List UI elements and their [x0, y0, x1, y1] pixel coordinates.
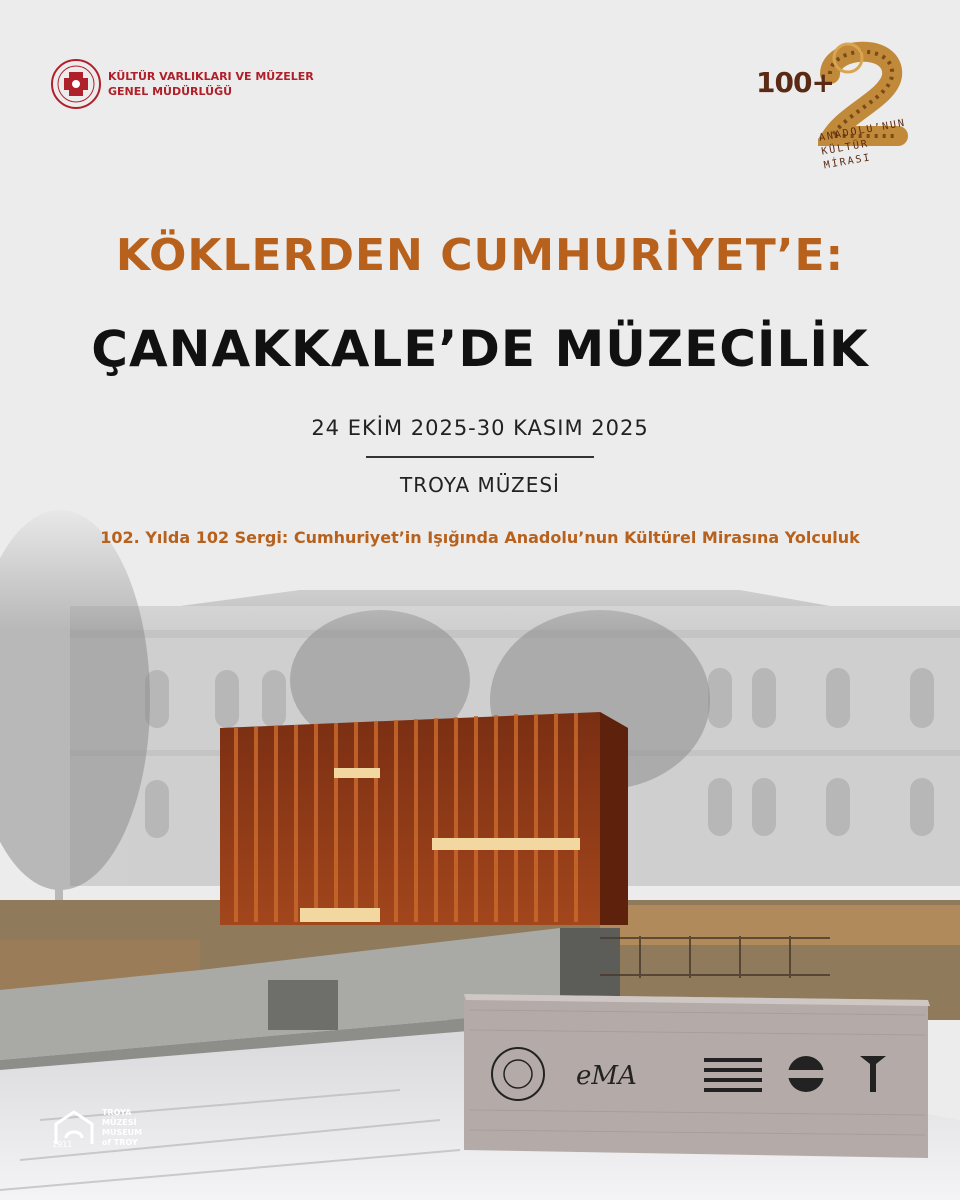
- trophy-figure-logo-icon: [860, 1056, 886, 1092]
- event-venue: TROYA MÜZESİ: [400, 473, 560, 497]
- event-tagline: 102. Yılda 102 Sergi: Cumhuriyet’in Işığında Anadolu’nun Kültürel Mirasına Yolculuk: [100, 528, 860, 547]
- ministry-name: [108, 69, 314, 99]
- ema-logo: eMA: [576, 1061, 637, 1091]
- troy-museum-name: [102, 1108, 142, 1148]
- troy-line4: of TROY: [102, 1138, 138, 1147]
- ministry-line2: GENEL MÜDÜRLÜĞÜ: [108, 85, 233, 98]
- attraction-star-logo-icon: [788, 1056, 824, 1092]
- ministry-emblem-icon: [50, 58, 102, 110]
- museum-association-logo-icon: [704, 1058, 762, 1092]
- anatolian-heritage-badge: [752, 36, 912, 186]
- badge-line1: ANADOLU’NUN: [818, 117, 907, 144]
- badge-number: 100+: [756, 66, 834, 99]
- european-museum-logo-icon: [492, 1048, 544, 1100]
- event-dates: 24 EKİM 2025-30 KASIM 2025: [311, 416, 649, 440]
- title-line2: ÇANAKKALE’DE MÜZECİLİK: [91, 320, 869, 378]
- title-line1: KÖKLERDEN CUMHURİYET’E:: [115, 230, 845, 281]
- troy-line1: TROYA: [102, 1108, 132, 1117]
- badge-line2: KÜLTÜR MİRASI: [820, 138, 873, 172]
- troy-museum-logo: [52, 1108, 162, 1164]
- divider: [366, 456, 594, 458]
- troy-line3: MUSEUM: [102, 1128, 143, 1137]
- troy-museum-building: [220, 712, 628, 925]
- award-logos: [480, 1046, 910, 1102]
- troy-line2: MÜZESİ: [102, 1118, 137, 1127]
- troy-year: 1911: [52, 1140, 73, 1149]
- ministry-line1: KÜLTÜR VARLIKLARI VE MÜZELER: [108, 70, 314, 83]
- ministry-logo: [50, 58, 314, 110]
